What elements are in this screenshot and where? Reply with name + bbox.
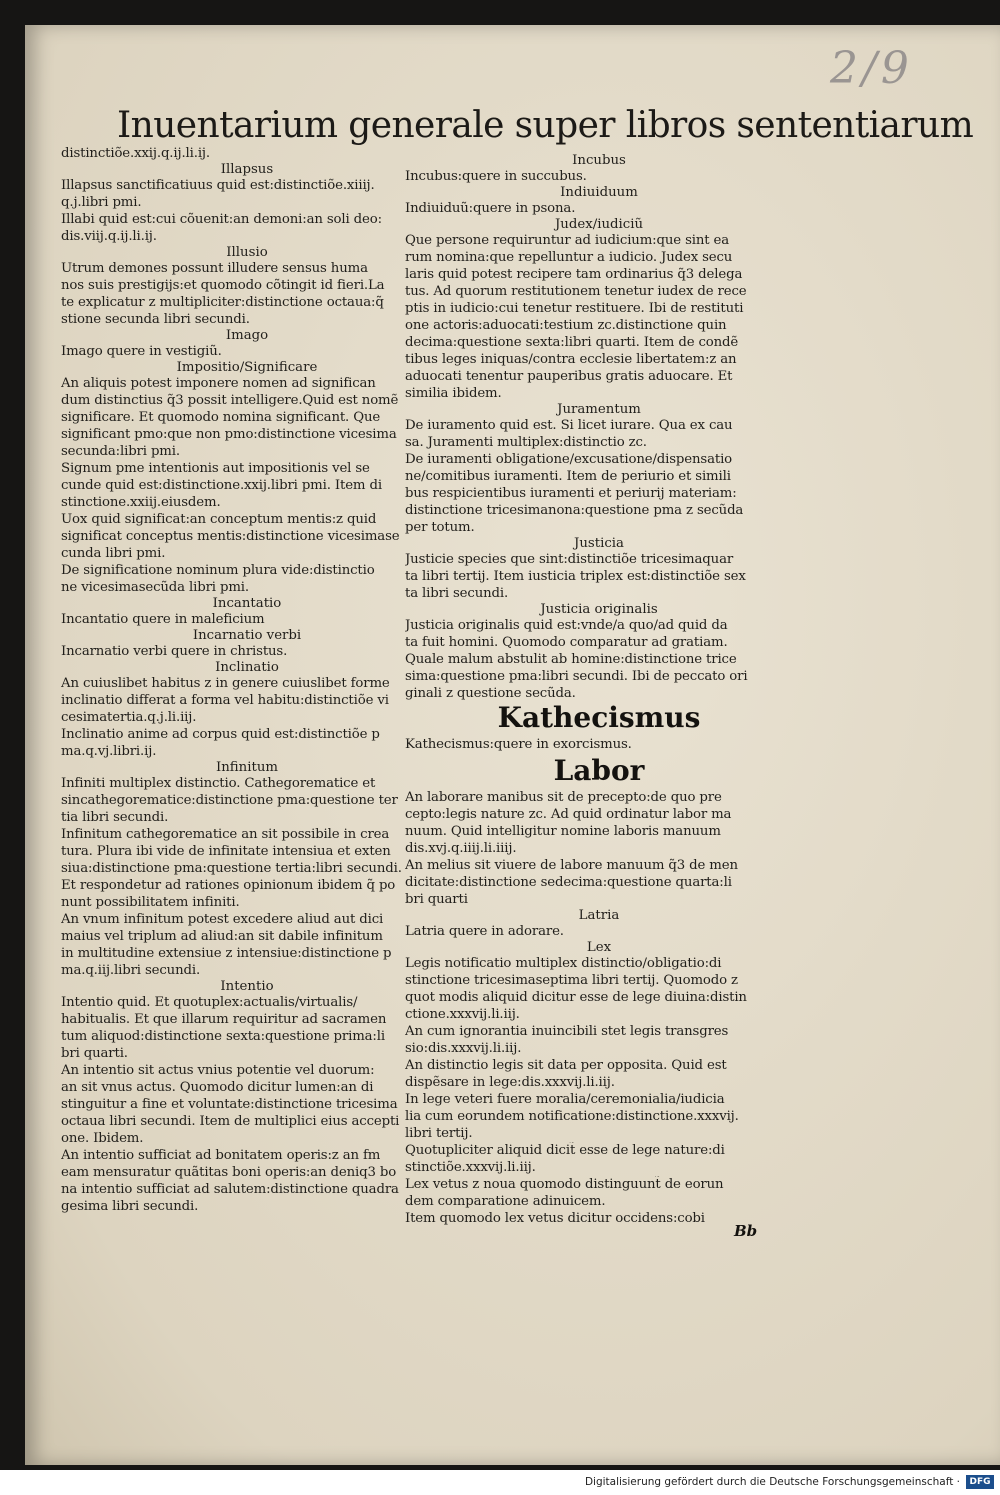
entry-line: sincathegorematice:distinctione pma:questione ter [61, 793, 398, 808]
entry-line: sio:dis.xxxvij.li.iij. [405, 1041, 522, 1056]
entry-line: Intentio quid. Et quotuplex:actualis/virtualis/ [61, 995, 358, 1010]
entry-line: Que persone requiruntur ad iudicium:que sint ea [405, 233, 730, 248]
folio-number: 2/9 [830, 43, 913, 94]
entry-heading: Inclinatio [215, 660, 279, 675]
entry-heading: Justicia [574, 536, 624, 551]
entry-line: ma.q.iij.libri secundi. [61, 963, 201, 978]
entry-line: tibus leges iniquas/contra ecclesie libertatem:z an [405, 352, 737, 367]
entry-line: siua:distinctione pma:questione tertia:libri secundi. [61, 861, 402, 876]
entry-line: sa. Juramenti multiplex:distinctio zc. [405, 435, 647, 450]
entry-line: secunda:libri pmi. [61, 444, 180, 459]
entry-line: te explicatur z multipliciter:distinctione octaua:q̃ [61, 295, 384, 310]
entry-line: decima:questione sexta:libri quarti. Item de condẽ [405, 335, 739, 350]
entry-line: Illapsus sanctificatiuus quid est:distinctiõe.xiiij. [61, 178, 375, 193]
entry-line: one actoris:aduocati:testium zc.distinctione quin [405, 318, 727, 333]
entry-heading: Incarnatio verbi [192, 628, 302, 643]
entry-line: stione secunda libri secundi. [61, 312, 250, 327]
dfg-credit: Digitalisierung gefördert durch die Deutsche Forschungsgemeinschaft · [584, 1476, 960, 1488]
index-entry [61, 660, 433, 760]
entry-heading: Justicia originalis [540, 602, 658, 617]
entry-line: distinctione tricesimanona:questione pma z secũda [405, 503, 744, 518]
index-entry [405, 700, 793, 753]
entry-line: nuum. Quid intelligitur nomine laboris manuum [405, 824, 721, 839]
entry-line: dis.viij.q.ij.li.ij. [61, 229, 157, 244]
entry-heading: Juramentum [557, 402, 641, 417]
entry-line: ta libri secundi. [405, 586, 509, 601]
entry-line: bri quarti. [61, 1046, 128, 1061]
entry-heading: Illapsus [220, 162, 274, 177]
entry-line: stinguitur a fine et voluntate:distinctione tricesima [61, 1097, 398, 1112]
entry-line: cepto:legis nature zc. Ad quid ordinatur labor ma [405, 807, 732, 822]
entry-line: dispẽsare in lege:dis.xxxvij.li.iij. [405, 1075, 615, 1090]
entry-line: Kathecismus:quere in exorcismus. [405, 737, 632, 752]
entry-line: significare. Et quomodo nomina significant. Que [61, 410, 381, 425]
entry-line: per totum. [405, 520, 475, 535]
entry-line: sima:questione pma:libri secundi. Ibi de peccato ori [405, 669, 748, 684]
index-entry [405, 153, 793, 185]
entry-line: stinctione.xxiij.eiusdem. [61, 495, 221, 510]
entry-line: dicitate:distinctione sedecima:questione quarta:li [405, 875, 732, 890]
entry-line: dis.xvj.q.iiij.li.iiij. [405, 841, 517, 856]
entry-line: lia cum eorundem notificatione:distinctione.xxxvij. [405, 1109, 739, 1124]
entry-line: inclinatio differat a forma vel habitu:distinctiõe vi [61, 693, 389, 708]
entry-line: na intentio sufficiat ad salutem:distinctione quadra [61, 1182, 399, 1197]
index-entry [61, 979, 433, 1215]
page-heading: Inuentarium generale super libros sententiarum [117, 105, 974, 146]
entry-line: significat conceptus mentis:distinctione vicesimase [61, 529, 400, 544]
index-entry [405, 940, 793, 1227]
right-column [405, 153, 793, 702]
entry-line: An aliquis potest imponere nomen ad significan [61, 376, 376, 391]
entry-line: Quotupliciter aliquid dicit̃ esse de lege nature:di [405, 1143, 725, 1158]
entry-heading: Lex [586, 940, 612, 955]
signature-mark: Bb [734, 1222, 758, 1240]
entry-line: Incarnatio verbi quere in christus. [61, 644, 288, 659]
entry-line: ma.q.vj.libri.ij. [61, 744, 157, 759]
index-entry [61, 760, 433, 979]
entry-line: Incantatio quere in maleficium [61, 612, 265, 627]
entry-heading: Kathecismus [497, 701, 701, 734]
entry-line: stinctione tricesimaseptima libri tertij. Quomodo z [405, 973, 738, 988]
entry-line: libri tertij. [405, 1126, 473, 1141]
entry-line: ta fuit homini. Quomodo comparatur ad gratiam. [405, 635, 728, 650]
entry-heading: Infinitum [215, 760, 279, 775]
entry-line: Indiuiduũ:quere in psona. [405, 201, 576, 216]
index-entry [61, 162, 433, 245]
entry-line: distinctiõe.xxij.q.ij.li.ij. [61, 146, 210, 161]
entry-line: An cuiuslibet habitus z in genere cuiuslibet forme [61, 676, 390, 691]
index-entry [61, 245, 433, 328]
entry-heading: Imago [225, 328, 269, 343]
entry-line: Et respondetur ad rationes opinionum ibidem q̃ po [61, 878, 396, 893]
index-entry [405, 185, 793, 217]
dfg-logo-icon: DFG [966, 1475, 994, 1489]
entry-heading: Impositio/Significare [176, 360, 318, 375]
entry-heading: Labor [553, 754, 645, 787]
entry-line: An vnum infinitum potest excedere aliud aut dici [61, 912, 384, 927]
entry-line: Quale malum abstulit ab homine:distinctione trice [405, 652, 737, 667]
entry-line: Signum pme intentionis aut impositionis vel se [61, 461, 370, 476]
entry-line: tura. Plura ibi vide de infinitate intensiua et exten [61, 844, 391, 859]
entry-line: Legis notificatio multiplex distinctio/obligatio:di [405, 956, 722, 971]
entry-line: ne vicesimasecũda libri pmi. [61, 580, 249, 595]
entry-line: gesima libri secundi. [61, 1199, 199, 1214]
index-entry [405, 602, 793, 702]
entry-line: Item quomodo lex vetus dicitur occidens:cobi [405, 1211, 705, 1226]
entry-line: De iuramento quid est. Si licet iurare. Qua ex cau [405, 418, 733, 433]
entry-line: habitualis. Et que illarum requiritur ad sacramen [61, 1012, 387, 1027]
entry-line: cunde quid est:distinctione.xxij.libri pmi. Item di [61, 478, 382, 493]
entry-line: an sit vnus actus. Quomodo dicitur lumen:an di [61, 1080, 374, 1095]
index-entry [61, 328, 433, 360]
entry-line: ptis in iudicio:cui tenetur restituere. Ibi de restituti [405, 301, 744, 316]
entry-line: in multitudine extensiue z intensiue:distinctione p [61, 946, 392, 961]
entry-line: An intentio sufficiat ad bonitatem operis:z an fm [61, 1148, 381, 1163]
entry-line: tus. Ad quorum restitutionem tenetur iudex de rece [405, 284, 747, 299]
entry-line: significant pmo:que non pmo:distinctione vicesima [61, 427, 397, 442]
right-column-lower [405, 700, 793, 1227]
index-entry [405, 402, 793, 536]
entry-line: quot modis aliquid dicitur esse de lege diuina:distin [405, 990, 747, 1005]
left-column [61, 145, 433, 1215]
entry-line: Illabi quid est:cui cõuenit:an demoni:an soli deo: [61, 212, 382, 227]
entry-line: cesimatertia.q.j.li.iij. [61, 710, 197, 725]
entry-line: ta libri tertij. Item iusticia triplex est:distinctiõe sex [405, 569, 746, 584]
entry-line: Utrum demones possunt illudere sensus huma [61, 261, 368, 276]
entry-line: bri quarti [405, 892, 468, 907]
entry-heading: Indiuiduum [560, 185, 638, 200]
entry-line: Justicia originalis quid est:vnde/a quo/ad quid da [405, 618, 728, 633]
entry-line: nos suis prestigijs:et quomodo cõtingit id fieri.La [61, 278, 385, 293]
entry-line: Latria quere in adorare. [405, 924, 564, 939]
entry-line: De iuramenti obligatione/excusatione/dispensatio [405, 452, 733, 467]
entry-line: In lege veteri fuere moralia/ceremonialia/iudicia [405, 1092, 725, 1107]
index-entry [61, 360, 433, 596]
entry-line: aduocati tenentur pauperibus gratis aduocare. Et [405, 369, 733, 384]
entry-heading: Latria [578, 908, 620, 923]
entry-line: dem comparatione adinuicem. [405, 1194, 606, 1209]
index-entry [405, 908, 793, 940]
index-entry [405, 753, 793, 908]
entry-line: one. Ibidem. [61, 1131, 144, 1146]
entry-line: An melius sit viuere de labore manuum q̃3 de men [405, 858, 738, 873]
entry-line: Imago quere in vestigiũ. [61, 344, 222, 359]
index-entry [61, 145, 433, 162]
entry-line: ginali z questione secũda. [405, 686, 576, 701]
entry-line: cunda libri pmi. [61, 546, 166, 561]
entry-line: An cum ignorantia inuincibili stet legis transgres [405, 1024, 729, 1039]
entry-line: An laborare manibus sit de precepto:de quo pre [405, 790, 722, 805]
index-entry [405, 536, 793, 602]
entry-heading: Judex/iudiciũ [554, 217, 644, 232]
entry-line: Infiniti multiplex distinctio. Cathegorematice et [61, 776, 376, 791]
entry-line: similia ibidem. [405, 386, 502, 401]
entry-line: Incubus:quere in succubus. [405, 169, 587, 184]
entry-line: Infinitum cathegorematice an sit possibile in crea [61, 827, 390, 842]
entry-line: De significatione nominum plura vide:distinctio [61, 563, 375, 578]
entry-heading: Illusio [226, 245, 268, 260]
entry-line: tum aliquod:distinctione sexta:questione prima:li [61, 1029, 385, 1044]
entry-heading: Incubus [572, 153, 626, 168]
entry-line: maius vel triplum ad aliud:an sit dabile infinitum [61, 929, 383, 944]
entry-line: bus respicientibus iuramenti et periurij materiam: [405, 486, 737, 501]
entry-line: stinctiõe.xxxvij.li.iij. [405, 1160, 536, 1175]
entry-line: ctione.xxxvij.li.iij. [405, 1007, 520, 1022]
entry-heading: Intentio [220, 979, 274, 994]
entry-line: laris quid potest recipere tam ordinarius q̃3 delega [405, 267, 743, 282]
entry-line: tia libri secundi. [61, 810, 169, 825]
index-entry [61, 628, 433, 660]
entry-line: octaua libri secundi. Item de multiplici eius accepti [61, 1114, 400, 1129]
entry-line: q.j.libri pmi. [61, 195, 142, 210]
entry-line: Inclinatio anime ad corpus quid est:distinctiõe p [61, 727, 380, 742]
entry-line: ne/comitibus iuramenti. Item de periurio et simili [405, 469, 731, 484]
entry-line: Justicie species que sint:distinctiõe tricesimaquar [405, 552, 734, 567]
entry-line: Lex vetus z noua quomodo distinguunt̃ de eorun [405, 1177, 724, 1192]
entry-line: An distinctio legis sit data per opposita. Quid est [405, 1058, 727, 1073]
entry-line: eam mensuratur quãtitas boni operis:an deniq3 bo [61, 1165, 397, 1180]
entry-line: An intentio sit actus vnius potentie vel duorum: [61, 1063, 375, 1078]
index-entry [61, 596, 433, 628]
index-entry [405, 217, 793, 402]
footer-bar [0, 1470, 1000, 1495]
entry-heading: Incantatio [212, 596, 282, 611]
entry-line: Uox quid significat:an conceptum mentis:z quid [61, 512, 377, 527]
entry-line: nunt possibilitatem infiniti. [61, 895, 240, 910]
entry-line: dum distinctius q̃3 possit intelligere.Quid est nomẽ [61, 393, 399, 408]
entry-line: rum nomina:que repelluntur a iudicio. Judex secu [405, 250, 733, 265]
